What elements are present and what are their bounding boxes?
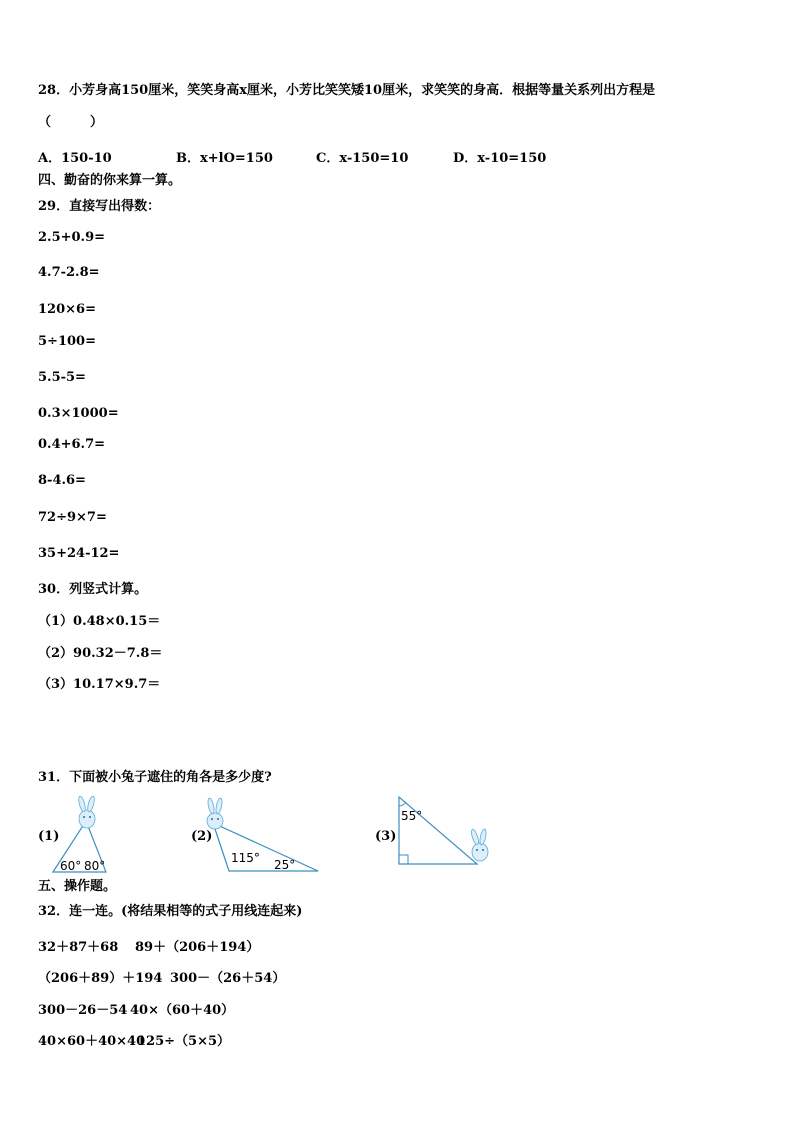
figure-3-triangle — [392, 794, 492, 876]
q28-blank[interactable]: （ ） — [38, 115, 104, 130]
figure-3-angle-55: 55° — [401, 809, 423, 823]
q29-item-8: 8-4.6= — [38, 473, 86, 488]
q32-title: 32．连一连。(将结果相等的式子用线连起来) — [38, 904, 303, 919]
q31-label-3: (3) — [375, 829, 397, 844]
q30-item-1: （1）0.48×0.15＝ — [38, 614, 161, 629]
q32-right-3[interactable]: 40×（60＋40） — [130, 1003, 235, 1018]
q28-option-d[interactable]: D．x-10=150 — [453, 151, 547, 166]
q28-option-a[interactable]: A．150-10 — [38, 151, 112, 166]
q32-right-2[interactable]: 300－（26＋54） — [170, 971, 286, 986]
q31-title: 31．下面被小兔子遮住的角各是多少度? — [38, 770, 272, 785]
q29-item-10: 35+24-12= — [38, 546, 120, 561]
q32-left-2[interactable]: （206＋89）＋194 — [38, 971, 163, 986]
q32-right-4[interactable]: 125÷（5×5） — [137, 1034, 231, 1049]
section-4-heading: 四、勤奋的你来算一算。 — [38, 173, 182, 188]
figure-1-angle-80: 80° — [84, 859, 106, 873]
q32-right-1[interactable]: 89＋（206＋194） — [135, 940, 260, 955]
q29-title: 29．直接写出得数： — [38, 199, 161, 214]
q31-label-1: (1) — [38, 829, 60, 844]
q28-option-b[interactable]: B．x+lO=150 — [176, 151, 273, 166]
figure-1-triangle — [50, 795, 112, 877]
q32-left-1[interactable]: 32＋87＋68 — [38, 940, 119, 955]
figure-2-angle-25: 25° — [274, 858, 296, 872]
q29-item-3: 120×6= — [38, 302, 96, 317]
q30-item-2: （2）90.32－7.8＝ — [38, 646, 163, 661]
figure-2-triangle — [204, 795, 322, 877]
rabbit-icon — [207, 798, 223, 829]
q30-title: 30．列竖式计算。 — [38, 582, 148, 597]
q28-text: 28．小芳身高150厘米，笑笑身高x厘米，小芳比笑笑矮10厘米，求笑笑的身高．根据等量关系列出方程是 — [38, 83, 656, 98]
q29-item-7: 0.4+6.7= — [38, 437, 106, 452]
section-5-heading: 五、操作题。 — [38, 879, 117, 894]
q29-item-1: 2.5+0.9= — [38, 230, 106, 245]
q29-item-2: 4.7-2.8= — [38, 265, 100, 280]
q30-item-3: （3）10.17×9.7＝ — [38, 677, 161, 692]
q28-option-c[interactable]: C．x-150=10 — [316, 151, 409, 166]
q32-left-3[interactable]: 300－26－54 — [38, 1003, 128, 1018]
figure-2-angle-115: 115° — [231, 851, 260, 865]
rabbit-icon — [77, 796, 95, 828]
q31-label-2: (2) — [191, 829, 213, 844]
rabbit-icon — [470, 829, 488, 861]
q29-item-5: 5.5-5= — [38, 370, 86, 385]
figure-1-angle-60: 60° — [60, 859, 82, 873]
q29-item-9: 72÷9×7= — [38, 510, 107, 525]
q32-left-4[interactable]: 40×60＋40×40 — [38, 1034, 146, 1049]
q29-item-6: 0.3×1000= — [38, 406, 119, 421]
q29-item-4: 5÷100= — [38, 334, 96, 349]
